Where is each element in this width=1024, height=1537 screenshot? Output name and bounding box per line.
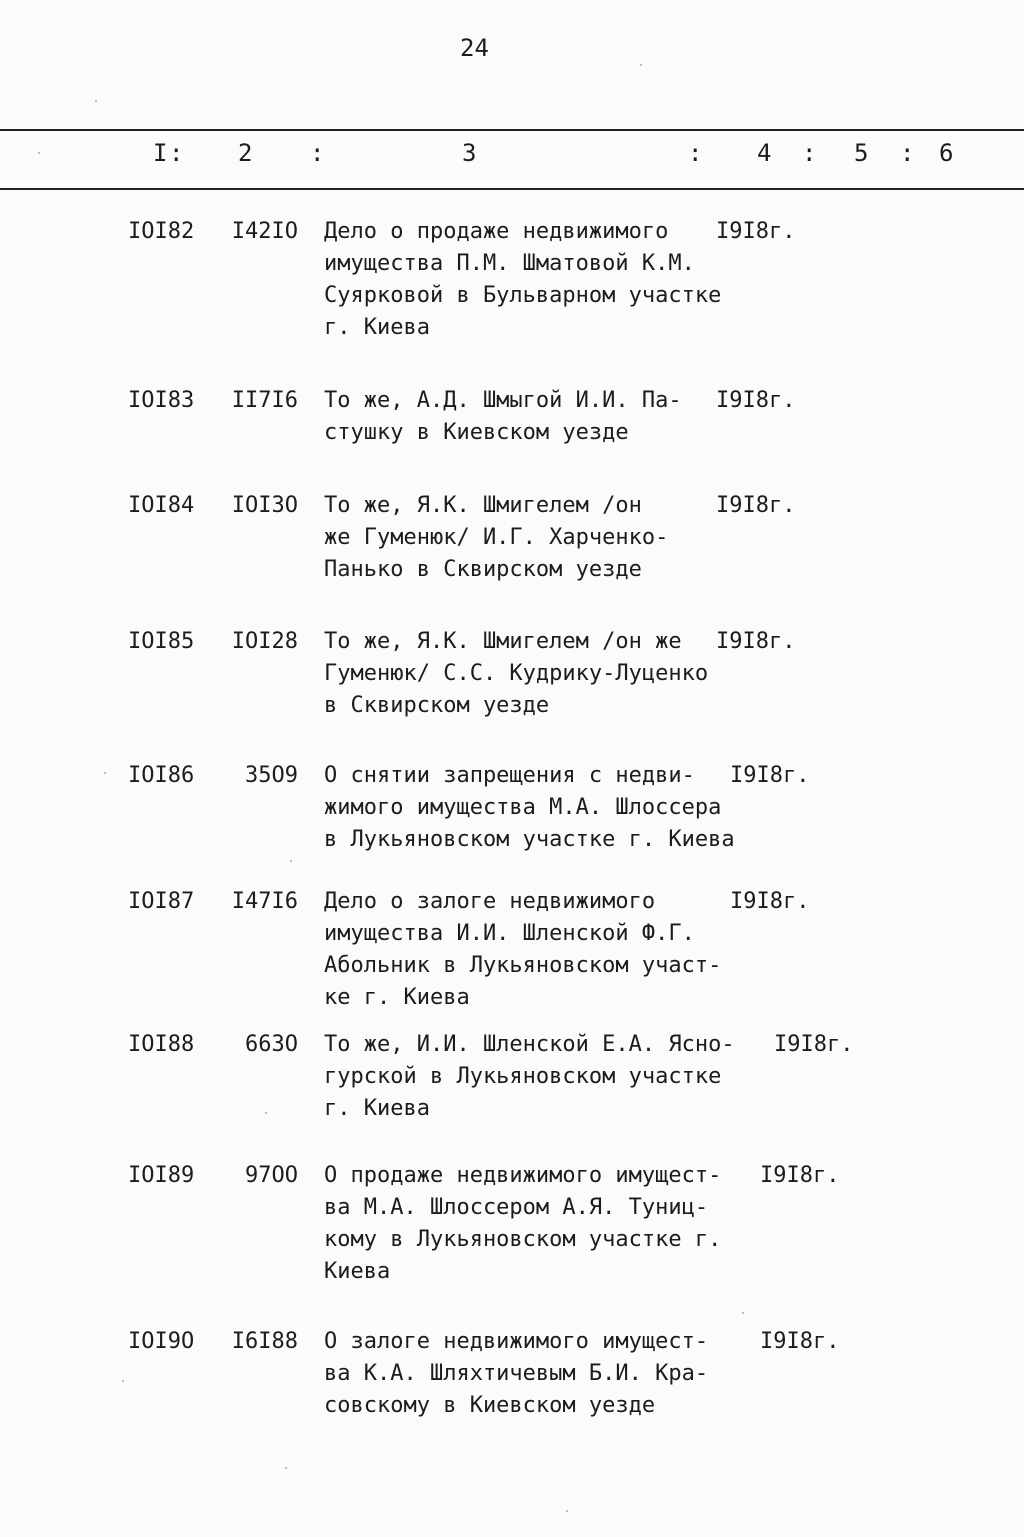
record-number: I6I88	[231, 1329, 298, 1354]
scan-speck	[566, 1510, 568, 1512]
column-header-3: 3	[462, 139, 477, 167]
title-line: То же, Я.К. Шмигелем /он же	[324, 629, 682, 654]
title-line: стушку в Киевском уезде	[324, 420, 629, 445]
title-line: Киева	[324, 1259, 391, 1284]
record-id: IOI87	[128, 889, 195, 914]
title-line: Абольник в Лукьяновском участ-	[324, 953, 722, 978]
record-title	[324, 1160, 764, 1288]
record-number: IOI28	[231, 629, 298, 654]
record-year: I9I8г.	[760, 1163, 840, 1188]
title-line: г. Киева	[324, 315, 430, 340]
scan-speck	[38, 152, 40, 154]
record-title	[324, 886, 764, 1014]
title-line: же Гуменюк/ И.Г. Харченко-	[324, 525, 669, 550]
page-number: 24	[460, 34, 489, 62]
title-line: имущества И.И. Шленской Ф.Г.	[324, 921, 695, 946]
title-line: г. Киева	[324, 1096, 430, 1121]
record-title	[324, 490, 764, 586]
record-number: 663O	[245, 1032, 298, 1057]
title-line: гурской в Лукьяновском участке	[324, 1064, 722, 1089]
record-id: IOI89	[128, 1163, 195, 1188]
record-year: I9I8г.	[716, 493, 796, 518]
title-line: То же, А.Д. Шмыгой И.И. Па-	[324, 388, 682, 413]
title-line: ке г. Киева	[324, 985, 470, 1010]
title-line: имущества П.М. Шматовой К.М.	[324, 251, 695, 276]
record-title	[324, 626, 764, 722]
record-year: I9I8г.	[760, 1329, 840, 1354]
title-line: О продаже недвижимого имущест-	[324, 1163, 722, 1188]
record-number: II7I6	[231, 388, 298, 413]
title-line: Суярковой в Бульварном участке	[324, 283, 722, 308]
title-line: Дело о залоге недвижимого	[324, 889, 656, 914]
title-line: в Лукьяновском участке г. Киева	[324, 827, 735, 852]
record-id: IOI9O	[128, 1329, 195, 1354]
column-separator: :	[900, 139, 915, 167]
header-rule-top	[0, 129, 1024, 131]
column-header-5: 5	[854, 139, 869, 167]
column-header-4: 4	[757, 139, 772, 167]
record-title	[324, 760, 764, 856]
scan-speck	[95, 100, 97, 102]
record-year: I9I8г.	[716, 629, 796, 654]
record-id: IOI88	[128, 1032, 195, 1057]
record-year: I9I8г.	[716, 219, 796, 244]
record-number: 97OO	[245, 1163, 298, 1188]
record-year: I9I8г.	[730, 889, 810, 914]
record-id: IOI86	[128, 763, 195, 788]
title-line: Гуменюк/ С.С. Кудрику-Луценко	[324, 661, 709, 686]
scan-speck	[640, 64, 642, 66]
scan-speck	[122, 1380, 124, 1382]
record-title	[324, 216, 764, 344]
title-line: Панько в Сквирском уезде	[324, 557, 642, 582]
scan-speck	[104, 772, 106, 774]
scan-speck	[290, 860, 292, 862]
column-separator: :	[688, 139, 703, 167]
scan-speck	[265, 1112, 267, 1114]
column-separator: :	[310, 139, 325, 167]
record-title	[324, 385, 764, 449]
record-id: IOI85	[128, 629, 195, 654]
column-separator: :	[802, 139, 817, 167]
title-line: О снятии запрещения с недви-	[324, 763, 695, 788]
record-number: I47I6	[231, 889, 298, 914]
title-line: Дело о продаже недвижимого	[324, 219, 669, 244]
title-line: То же, Я.К. Шмигелем /он	[324, 493, 642, 518]
record-id: IOI84	[128, 493, 195, 518]
scan-speck	[742, 1312, 744, 1314]
column-header-6: 6	[939, 139, 954, 167]
record-number: IOI3O	[231, 493, 298, 518]
record-title	[324, 1326, 764, 1422]
record-year: I9I8г.	[774, 1032, 854, 1057]
title-line: То же, И.И. Шленской Е.А. Ясно-	[324, 1032, 735, 1057]
column-separator: :	[169, 139, 184, 167]
record-id: IOI83	[128, 388, 195, 413]
record-number: I42IO	[231, 219, 298, 244]
scan-speck	[285, 1467, 287, 1469]
column-header-1: I	[153, 139, 168, 167]
title-line: кому в Лукьяновском участке г.	[324, 1227, 722, 1252]
record-year: I9I8г.	[716, 388, 796, 413]
title-line: О залоге недвижимого имущест-	[324, 1329, 709, 1354]
title-line: в Сквирском уезде	[324, 693, 550, 718]
header-rule-bottom	[0, 188, 1024, 190]
record-year: I9I8г.	[730, 763, 810, 788]
record-number: 35O9	[245, 763, 298, 788]
column-header-2: 2	[238, 139, 253, 167]
title-line: ва М.А. Шлоссером А.Я. Туниц-	[324, 1195, 709, 1220]
title-line: жимого имущества М.А. Шлоссера	[324, 795, 722, 820]
record-id: IOI82	[128, 219, 195, 244]
record-title	[324, 1029, 764, 1125]
title-line: ва К.А. Шляхтичевым Б.И. Кра-	[324, 1361, 709, 1386]
title-line: совскому в Киевском уезде	[324, 1393, 656, 1418]
